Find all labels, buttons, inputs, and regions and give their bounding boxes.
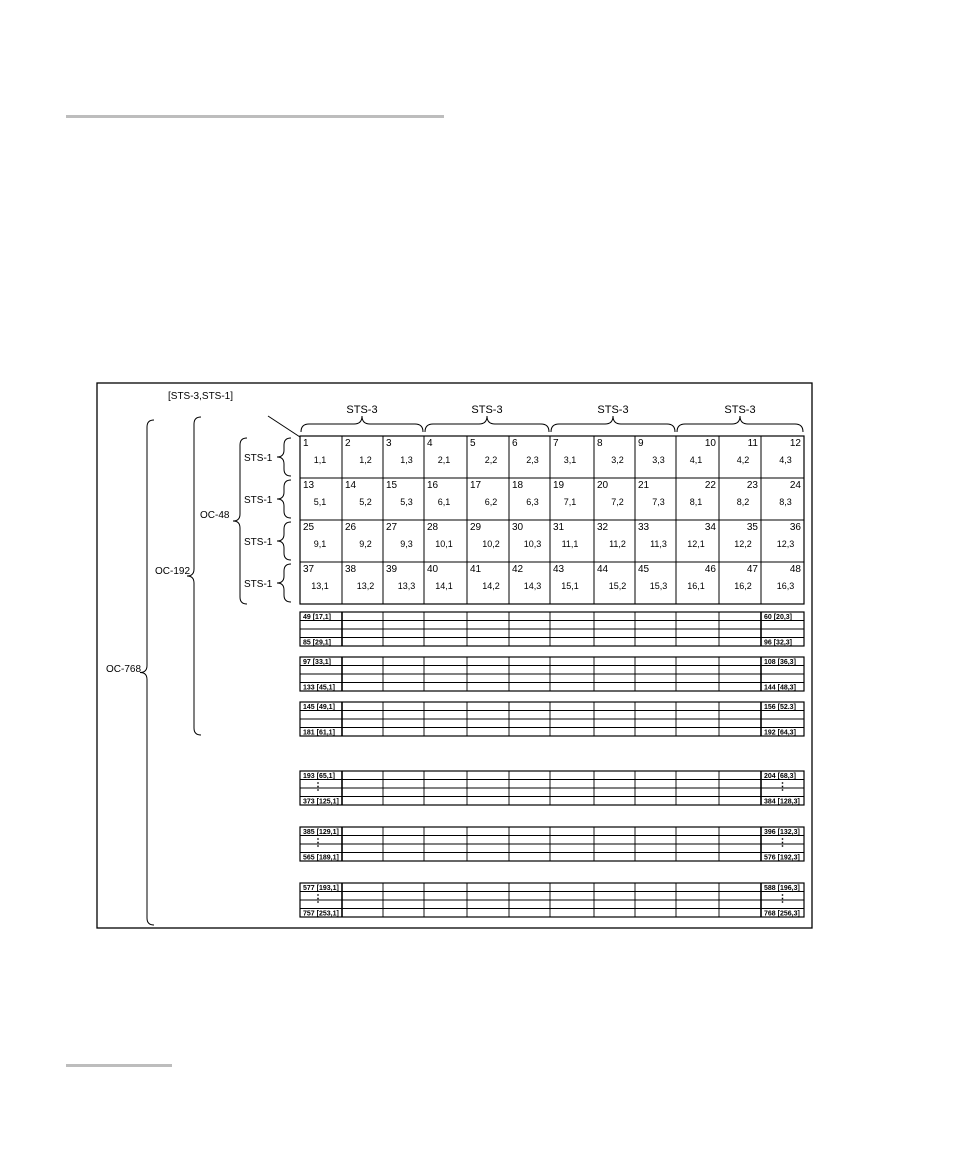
sts3-sts1-pair: 10,3	[523, 539, 542, 549]
sts1-number: 45	[638, 564, 650, 575]
corner-slash	[268, 416, 300, 437]
sts3-sts1-pair: 15,3	[649, 581, 668, 591]
sts3-brace	[425, 416, 549, 432]
sts3-sts1-pair: 15,2	[608, 581, 627, 591]
sts1-number: 12	[789, 438, 801, 449]
sts1-number: 48	[789, 564, 801, 575]
sts3-sts1-pair: 11,2	[609, 539, 626, 549]
sts3-sts1-pair: 14,1	[435, 581, 453, 591]
block-ellipsis-left: ⋮	[313, 893, 323, 905]
sts1-number: 29	[470, 522, 482, 533]
sts1-number: 9	[638, 438, 644, 449]
sts1-number: 1	[303, 438, 309, 449]
sts3-sts1-pair: 7,1	[563, 497, 577, 507]
sts3-sts1-pair: 8,2	[736, 497, 750, 507]
sts1-number: 43	[553, 564, 565, 575]
block-top-right-label: 108 [36,3]	[764, 659, 796, 666]
block-bottom-left-label: 565 [189,1]	[303, 854, 339, 862]
block-ellipsis-left: ⋮	[313, 781, 323, 793]
sts1-number: 7	[553, 438, 559, 449]
sts3-sts1-pair: 5,1	[313, 497, 327, 507]
sts3-sts1-pair: 13,1	[311, 581, 329, 591]
sts3-sts1-pair: 14,3	[523, 581, 542, 591]
sts1-number: 33	[638, 522, 650, 533]
block-top-right-label: 156 [52.3]	[764, 704, 796, 711]
sts1-number: 35	[746, 522, 758, 533]
sts1-number: 30	[512, 522, 524, 533]
sts1-number: 16	[427, 480, 439, 491]
sts3-sts1-pair: 3,1	[563, 455, 577, 465]
sts1-number: 31	[553, 522, 565, 533]
sts3-sts1-pair: 16,3	[776, 581, 795, 591]
block-top-left-label: 385 [129,1]	[303, 829, 339, 836]
sts1-number: 6	[512, 438, 518, 449]
oc48-label: OC-48	[200, 510, 230, 521]
block-bottom-right-label: 144 [48,3]	[764, 684, 796, 692]
sts3-brace	[677, 416, 803, 432]
sts3-sts1-pair: 7,3	[652, 497, 665, 507]
oc768-label: OC-768	[106, 664, 142, 675]
sts1-number: 37	[303, 564, 315, 575]
sts3-sts1-pair: 4,2	[736, 455, 750, 465]
sts1-number: 18	[512, 480, 524, 491]
sts3-sts1-pair: 4,3	[779, 455, 792, 465]
sts1-number: 32	[597, 522, 609, 533]
sts1-number: 36	[789, 522, 801, 533]
sts1-number: 10	[704, 438, 716, 449]
sts3-sts1-pair: 1,2	[359, 455, 372, 465]
sts1-number: 4	[427, 438, 433, 449]
block-bottom-left-label: 757 [253,1]	[303, 910, 339, 918]
sts3-sts1-pair: 10,2	[482, 539, 500, 549]
sts3-sts1-pair: 9,3	[400, 539, 413, 549]
sts3-sts1-pair: 3,2	[611, 455, 624, 465]
sts1-label: STS-1	[244, 579, 273, 590]
sts3-sts1-pair: 12,3	[776, 539, 795, 549]
sts1-number: 17	[470, 480, 482, 491]
block-top-left-label: 49 [17,1]	[303, 614, 332, 621]
diagram-frame	[97, 383, 812, 928]
sts1-number: 28	[427, 522, 439, 533]
sts3-sts1-pair: 9,2	[359, 539, 372, 549]
block-top-left-label: 97 [33,1]	[303, 659, 332, 666]
corner-label: [STS-3,STS-1]	[168, 391, 234, 402]
sts3-sts1-pair: 1,3	[400, 455, 413, 465]
sts3-sts1-pair: 5,2	[359, 497, 372, 507]
sts1-number: 46	[704, 564, 716, 575]
sts1-number: 5	[470, 438, 476, 449]
sts1-number: 14	[345, 480, 357, 491]
sts1-brace	[277, 480, 291, 518]
sts3-sts1-pair: 13,2	[356, 581, 375, 591]
block-top-right-label: 396 [132,3]	[764, 829, 800, 836]
block-ellipsis-right: ⋮	[777, 893, 788, 905]
block-bottom-right-label: 576 [192,3]	[764, 854, 800, 862]
sts3-sts1-pair: 6,2	[484, 497, 498, 507]
sts1-label: STS-1	[244, 537, 273, 548]
sts3-sts1-pair: 6,1	[437, 497, 451, 507]
sts3-label: STS-3	[597, 404, 629, 416]
sts3-sts1-pair: 6,3	[526, 497, 539, 507]
sts1-number: 41	[470, 564, 482, 575]
sts3-sts1-pair: 3,3	[652, 455, 665, 465]
sts1-brace	[277, 522, 291, 560]
sts3-sts1-pair: 7,2	[611, 497, 624, 507]
sts3-label: STS-3	[346, 404, 378, 416]
block-bottom-right-label: 96 [32,3]	[764, 639, 793, 647]
sts1-number: 15	[386, 480, 398, 491]
sts1-number: 39	[386, 564, 398, 575]
sts3-label: STS-3	[724, 404, 756, 416]
oc192-label: OC-192	[155, 566, 191, 577]
sts1-number: 13	[303, 480, 315, 491]
sts3-sts1-pair: 9,1	[313, 539, 327, 549]
sts3-brace	[551, 416, 675, 432]
sts3-sts1-pair: 5,3	[400, 497, 413, 507]
sts1-number: 24	[789, 480, 801, 491]
sts1-number: 23	[746, 480, 758, 491]
block-bottom-right-label: 768 [256,3]	[764, 910, 800, 918]
block-bottom-right-label: 384 [128,3]	[764, 798, 800, 806]
sts3-sts1-pair: 1,1	[313, 455, 327, 465]
sts3-sts1-pair: 10,1	[435, 539, 453, 549]
sts3-sts1-pair: 8,3	[779, 497, 792, 507]
sts1-number: 20	[597, 480, 609, 491]
sts1-number: 11	[747, 438, 758, 449]
sts3-sts1-pair: 16,1	[687, 581, 705, 591]
sts3-label: STS-3	[471, 404, 503, 416]
sts3-sts1-pair: 15,1	[561, 581, 579, 591]
sts1-number: 38	[345, 564, 357, 575]
block-ellipsis-left: ⋮	[313, 837, 323, 849]
block-bottom-left-label: 133 [45,1]	[303, 684, 335, 692]
sts1-number: 25	[303, 522, 315, 533]
block-top-left-label: 577 [193,1]	[303, 885, 339, 892]
sts1-number: 27	[386, 522, 398, 533]
sts1-number: 42	[512, 564, 524, 575]
sts1-number: 8	[597, 438, 603, 449]
block-bottom-left-label: 373 [125,1]	[303, 798, 339, 806]
sts1-label: STS-1	[244, 495, 273, 506]
sts3-sts1-pair: 11,1	[561, 539, 579, 549]
sts3-sts1-pair: 11,3	[650, 539, 667, 549]
sts3-sts1-pair: 13,3	[397, 581, 416, 591]
block-top-left-label: 193 [65,1]	[303, 773, 335, 780]
sts3-sts1-pair: 16,2	[734, 581, 752, 591]
block-top-left-label: 145 [49,1]	[303, 704, 335, 711]
sts1-number: 22	[704, 480, 716, 491]
sts3-sts1-pair: 2,2	[484, 455, 498, 465]
block-bottom-right-label: 192 [64,3]	[764, 729, 796, 737]
sts3-sts1-pair: 4,1	[689, 455, 703, 465]
sts3-brace	[301, 416, 423, 432]
sts3-sts1-pair: 2,1	[437, 455, 451, 465]
sts1-label: STS-1	[244, 453, 273, 464]
sts3-sts1-pair: 2,3	[526, 455, 539, 465]
sts1-number: 21	[638, 480, 650, 491]
block-ellipsis-right: ⋮	[777, 781, 788, 793]
sts1-number: 47	[746, 564, 758, 575]
sts1-brace	[277, 438, 291, 476]
block-bottom-left-label: 85 [29,1]	[303, 639, 332, 647]
sts3-sts1-pair: 14,2	[482, 581, 500, 591]
sts1-number: 2	[345, 438, 351, 449]
sts3-sts1-pair: 12,2	[734, 539, 752, 549]
sts3-sts1-pair: 8,1	[689, 497, 703, 507]
sts1-brace	[277, 564, 291, 602]
block-ellipsis-right: ⋮	[777, 837, 788, 849]
sts1-number: 34	[704, 522, 716, 533]
sts1-number: 19	[553, 480, 565, 491]
block-top-right-label: 204 [68,3]	[764, 773, 796, 780]
block-top-right-label: 588 [196,3]	[764, 885, 800, 892]
sts1-number: 40	[427, 564, 439, 575]
sts1-number: 44	[597, 564, 609, 575]
block-bottom-left-label: 181 [61,1]	[303, 729, 335, 737]
oc768-brace	[140, 420, 154, 925]
block-top-right-label: 60 [20,3]	[764, 614, 793, 621]
sts3-sts1-pair: 12,1	[687, 539, 705, 549]
sts1-number: 3	[386, 438, 392, 449]
sts1-number: 26	[345, 522, 357, 533]
